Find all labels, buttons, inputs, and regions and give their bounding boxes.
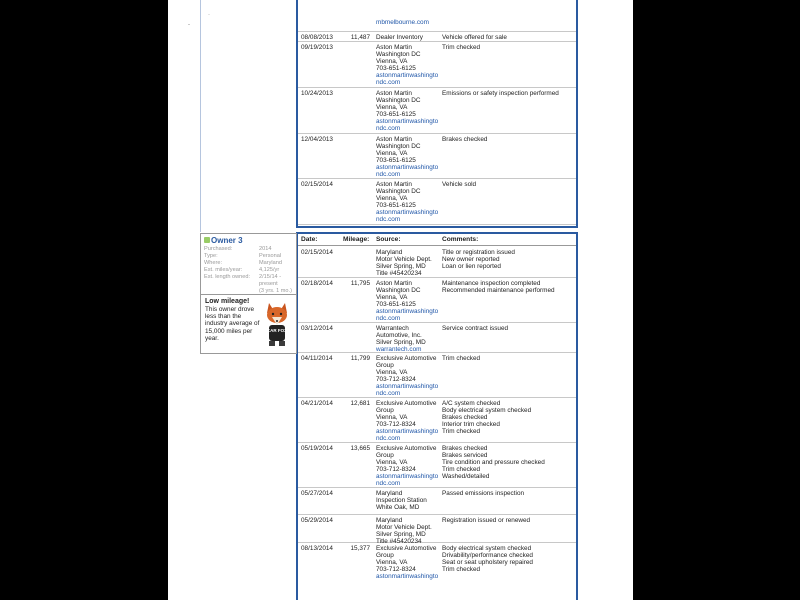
source-line: Vienna, VA [376,104,408,112]
row-comments [442,517,574,524]
source-website-link[interactable]: astonmartinwashingto ndc.com [376,428,439,443]
row-mileage: 11,487 [350,34,370,41]
comment-line: Recommended maintenance performed [442,287,555,295]
row-date: 09/19/2013 [301,44,333,51]
source-line: Title #45420234 [376,270,422,278]
row-comments [442,545,574,573]
comment-line: Brakes checked [442,414,488,422]
source-line: Exclusive Automotive [376,445,437,452]
source-line: Aston Martin [376,280,412,287]
row-date: 04/21/2014 [301,400,333,407]
history-row [298,246,576,278]
comment-line: Brakes serviced [442,452,488,460]
row-comments [442,136,574,143]
history-row [298,178,576,225]
owner-field-value: 2/15/14 - [259,274,282,280]
history-row [298,514,576,546]
row-source [376,249,440,277]
source-line: 703-712-8324 [376,566,416,574]
owner-field-label: Purchased: [204,246,233,252]
history-row [298,41,576,88]
row-mileage: 13,665 [350,445,370,452]
row-date: 12/04/2013 [301,136,333,143]
comment-line: Trim checked [442,428,481,436]
header-date: Date: [301,236,318,243]
history-row [298,487,576,515]
owner-field-value: 2014 [259,246,272,252]
comment-line: Loan or lien reported [442,263,501,271]
row-comments [442,44,574,51]
owner-field-value: (3 yrs. 1 mo.) [259,288,292,294]
comment-line: Body electrical system checked [442,407,532,415]
row-source [376,19,440,26]
header-comments: Comments: [442,236,479,243]
row-date: 05/19/2014 [301,445,333,452]
row-date: 02/18/2014 [301,280,333,287]
row-comments [442,355,574,362]
source-line: Silver Spring, MD [376,531,426,539]
row-source [376,44,440,87]
row-source [376,136,440,179]
history-row [298,87,576,134]
row-comments [442,181,574,188]
row-date: 02/15/2014 [301,181,333,188]
comment-line: Trim checked [442,355,481,362]
owner-3-summary [200,233,297,295]
source-website-link[interactable]: astonmartinwashingto [376,573,439,581]
source-line: Group [376,407,394,415]
source-line: Maryland [376,490,403,497]
source-line: Motor Vehicle Dept. [376,524,432,532]
low-mileage-callout [200,294,297,354]
comment-line: Vehicle sold [442,181,477,188]
source-line: Warrantech [376,325,409,332]
row-date: 08/08/2013 [301,34,333,41]
comment-line: Washed/detailed [442,473,490,481]
source-line: Vienna, VA [376,58,408,66]
source-line: 703-651-6125 [376,202,416,210]
source-website-link[interactable]: warrantech.com [376,346,422,354]
comment-line: Registration issued or renewed [442,517,531,524]
comment-line: Vehicle offered for sale [442,34,507,41]
source-line: Vienna, VA [376,294,408,302]
row-source [376,280,440,323]
source-line: 703-712-8324 [376,421,416,429]
row-source [376,90,440,133]
source-line: Automotive, Inc. [376,332,422,340]
row-date: 03/12/2014 [301,325,333,332]
source-line: 703-651-6125 [376,301,416,309]
low-mileage-title: Low mileage! [205,298,250,305]
history-row [298,397,576,443]
source-line: 703-712-8324 [376,466,416,474]
history-row [298,322,576,353]
source-website-link[interactable]: astonmartinwashingto ndc.com [376,209,439,224]
source-line: Inspection Station [376,497,427,505]
row-date: 05/29/2014 [301,517,333,524]
source-line: Washington DC [376,51,421,59]
history-row [298,542,576,600]
row-source [376,490,440,511]
row-date: 10/24/2013 [301,90,333,97]
owner-2-history-table [296,0,578,228]
carfox-mascot-icon [263,301,291,347]
row-source [376,355,440,398]
source-website-link[interactable]: astonmartinwashingto ndc.com [376,383,439,398]
source-line: Washington DC [376,188,421,196]
source-line: Vienna, VA [376,559,408,567]
source-line: Washington DC [376,97,421,105]
comment-line: Tire condition and pressure checked [442,459,545,467]
owner-field-value: present [259,281,278,287]
row-comments [442,249,574,270]
row-mileage: 15,377 [350,545,370,552]
source-line: Vienna, VA [376,414,408,422]
row-source [376,545,440,580]
source-line: Group [376,452,394,460]
comment-line: Emissions or safety inspection performed [442,90,559,97]
owner-field-label: Est. miles/year: [204,267,243,273]
comment-line: Seat or seat upholstery repaired [442,559,533,567]
row-date: 05/27/2014 [301,490,333,497]
source-line: Vienna, VA [376,369,408,377]
row-comments [442,90,574,97]
comment-line: Brakes checked [442,445,488,452]
source-line: Silver Spring, MD [376,339,426,347]
source-line: Maryland [376,249,403,256]
source-line: Dealer Inventory [376,34,423,41]
source-line: Aston Martin [376,136,412,143]
source-line: Motor Vehicle Dept. [376,256,432,264]
low-mileage-text: This owner drove less than the industry average of 15,000 miles per year. [205,306,260,342]
history-row [298,277,576,323]
history-row [298,16,576,32]
column-guide [200,0,201,232]
source-line: Vienna, VA [376,459,408,467]
source-line: Group [376,362,394,370]
comment-line: Passed emissions inspection [442,490,525,497]
owner-title: Owner 3 [211,236,243,245]
header-mileage: Mileage: [343,236,370,243]
comment-line: New owner reported [442,256,500,264]
source-line: Exclusive Automotive [376,400,437,407]
source-line: Aston Martin [376,181,412,188]
source-line: Title #45420234 [376,538,422,546]
history-row [298,352,576,398]
source-line: Vienna, VA [376,195,408,203]
source-line: Group [376,552,394,560]
row-source [376,325,440,353]
row-comments [442,280,574,294]
source-line: Washington DC [376,287,421,295]
header-source: Source: [376,236,401,243]
source-website-link[interactable]: astonmartinwashingto ndc.com [376,72,439,87]
scan-mark: - [188,22,190,28]
owner-field-value: 4,125/yr [259,267,280,273]
row-date: 04/11/2014 [301,355,333,362]
source-line: 703-651-6125 [376,65,416,73]
row-comments [442,325,574,332]
source-website-link[interactable]: astonmartinwashingto ndc.com [376,473,439,488]
comment-line: Maintenance inspection completed [442,280,541,287]
source-website-link[interactable]: astonmartinwashingto ndc.com [376,164,439,179]
source-line: Maryland [376,517,403,524]
scan-mark: · [208,12,210,18]
table-header [298,234,576,246]
row-mileage: 12,681 [350,400,370,407]
source-website-link[interactable]: astonmartinwashingto ndc.com [376,118,439,133]
owner-field-value: Personal [259,253,282,259]
comment-line: Trim checked [442,466,481,474]
comment-line: Drivability/performance checked [442,552,533,560]
source-line: Silver Spring, MD [376,263,426,271]
source-line: 703-712-8324 [376,376,416,384]
owner-3-history-table [296,232,578,600]
comment-line: Body electrical system checked [442,545,532,552]
source-line: 703-651-6125 [376,157,416,165]
source-line: 703-651-6125 [376,111,416,119]
comment-line: Title or registration issued [442,249,515,256]
carfox-label: CAR FOX [266,328,288,333]
row-comments [442,490,574,497]
row-date: 08/13/2014 [301,545,333,552]
history-row [298,442,576,488]
row-source [376,445,440,488]
owner-icon [204,237,210,243]
comment-line: Interior trim checked [442,421,500,429]
owner-field-label: Est. length owned: [204,274,251,280]
row-comments [442,445,574,480]
row-date: 02/15/2014 [301,249,333,256]
source-line: Aston Martin [376,44,412,51]
source-website-link[interactable]: mbmelbourne.com [376,19,429,26]
comment-line: Trim checked [442,44,481,51]
row-mileage: 11,795 [350,280,370,287]
owner-field-label: Where: [204,260,223,266]
history-row [298,133,576,179]
comment-line: A/C system checked [442,400,501,407]
source-line: Aston Martin [376,90,412,97]
owner-field-label: Type: [204,253,218,259]
owner-field-value: Maryland [259,260,283,266]
source-line: Exclusive Automotive [376,545,437,552]
row-comments [442,400,574,435]
row-source [376,181,440,224]
source-line: Vienna, VA [376,150,408,158]
source-website-link[interactable]: astonmartinwashingto ndc.com [376,308,439,323]
comment-line: Brakes checked [442,136,488,143]
comment-line: Trim checked [442,566,481,574]
source-line: White Oak, MD [376,504,420,512]
comment-line: Service contract issued [442,325,509,332]
row-mileage: 11,799 [350,355,370,362]
source-line: Washington DC [376,143,421,151]
source-line: Exclusive Automotive [376,355,437,362]
report-page [168,0,633,600]
row-source [376,400,440,443]
